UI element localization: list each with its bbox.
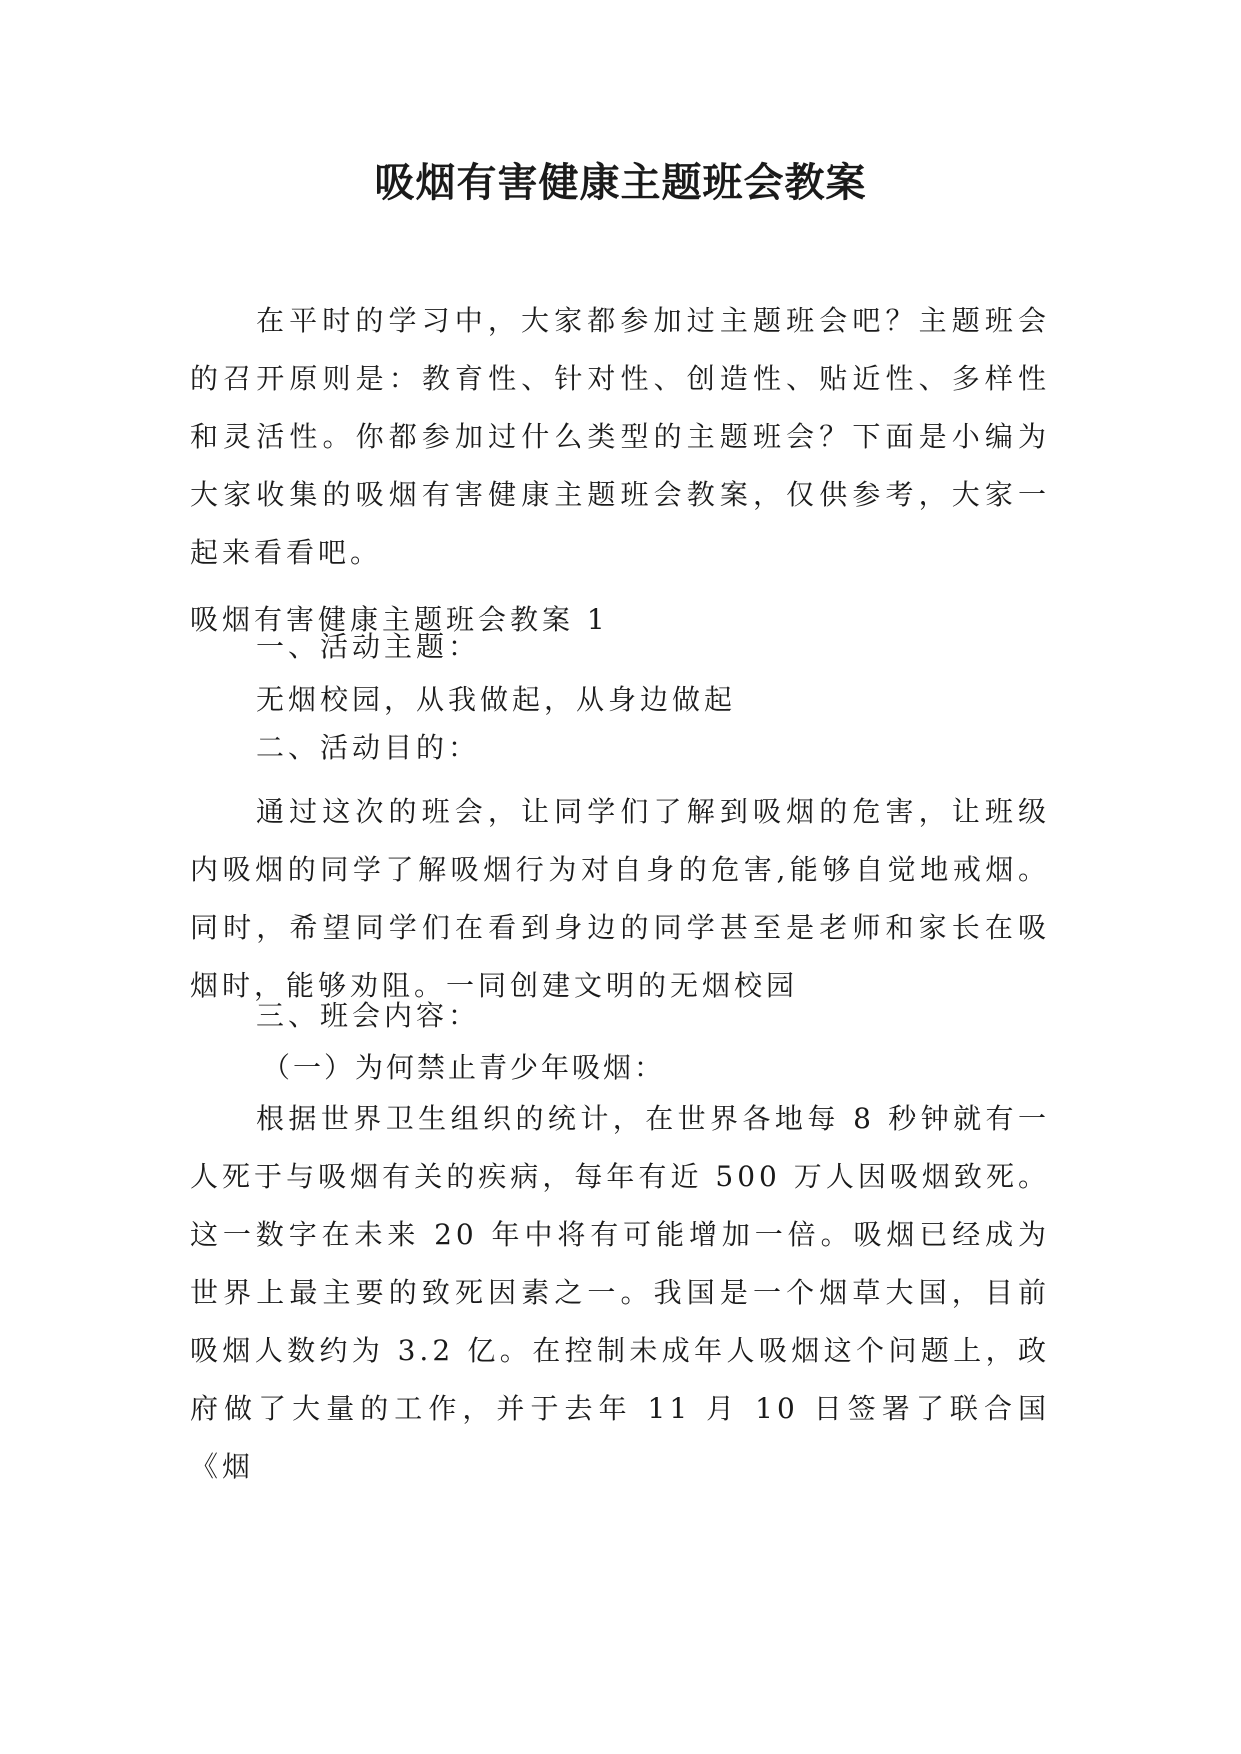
document-title: 吸烟有害健康主题班会教案 [374,160,867,206]
heading-activity-purpose: 二、活动目的： [256,731,481,764]
activity-purpose-paragraph: 通过这次的班会，让同学们了解到吸烟的危害，让班级内吸烟的同学了解吸烟行为对自身的危害,能够自觉地戒烟。同时，希望同学们在看到身边的同学甚至是老师和家长在吸烟时，能够劝阻。一同创建文明的无烟校园 [190,795,1050,1002]
statistics-paragraph: 根据世界卫生组织的统计，在世界各地每 8 秒钟就有一人死于与吸烟有关的疾病，每年有近 500 万人因吸烟致死。这一数字在未来 20 年中将有可能增加一倍。吸烟已经成为世界上最主要的致死因素之一。我国是一个烟草大国，目前吸烟人数约为 3.2 亿。在控制未成年人吸烟这个问题上，政府做了大量的工作，并于去年 11 月 10 日签署了联合国《烟 [190,1102,1050,1483]
subheading-why-prohibit: （一）为何禁止青少年吸烟： [262,1051,666,1084]
heading-activity-theme: 一、活动主题： [256,630,481,663]
heading-class-content: 三、班会内容： [256,999,481,1032]
activity-theme-text: 无烟校园，从我做起，从身边做起 [256,683,737,716]
section-title: 吸烟有害健康主题班会教案 1 [190,603,609,636]
intro-paragraph: 在平时的学习中，大家都参加过主题班会吧？主题班会的召开原则是：教育性、针对性、创造性、贴近性、多样性和灵活性。你都参加过什么类型的主题班会？下面是小编为大家收集的吸烟有害健康主题班会教案，仅供参考，大家一起来看看吧。 [190,304,1050,569]
